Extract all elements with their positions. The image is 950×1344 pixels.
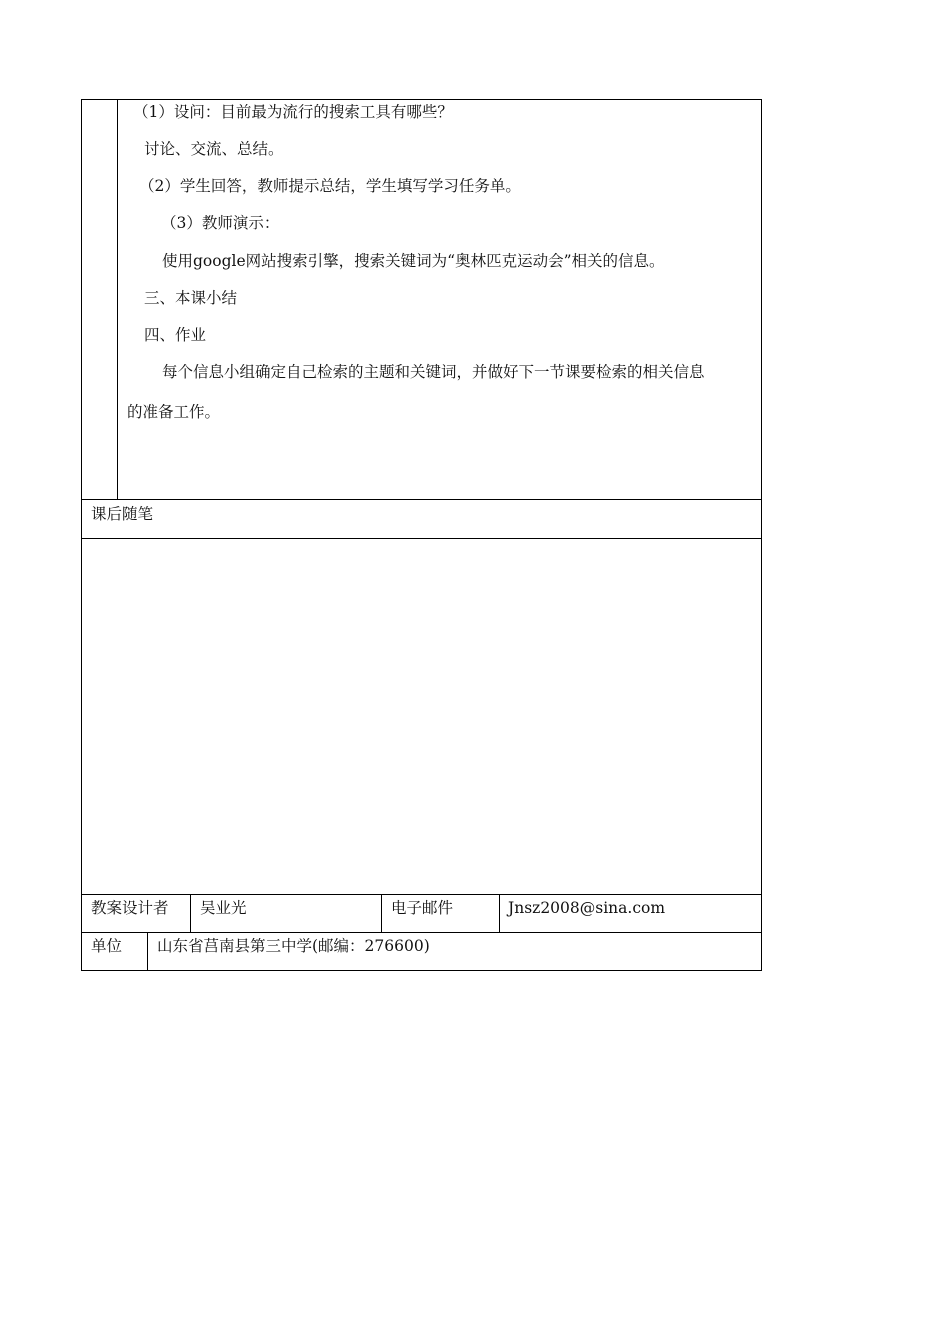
homework-line-2: 的准备工作。 [127,403,221,421]
notes-label: 课后随笔 [91,505,154,523]
teacher-demo-heading: （3）教师演示： [161,214,280,232]
section-summary-heading: 三、本课小结 [144,289,238,307]
student-answer-line: （2）学生回答，教师提示总结，学生填写学习任务单。 [139,177,521,195]
row-divider-notes [81,499,762,500]
table-border-bottom [81,970,762,971]
designer-label: 教案设计者 [91,899,169,917]
teacher-demo-line: 使用google网站搜索引擎，搜索关键词为“奥林匹克运动会”相关的信息。 [162,252,665,270]
email-label: 电子邮件 [391,899,454,917]
row-divider-designer [81,894,762,895]
designer-divider-3 [499,894,500,933]
row-divider-unit [81,932,762,933]
homework-line-1: 每个信息小组确定自己检索的主题和关键词，并做好下一节课要检索的相关信息 [162,363,705,381]
question-prompt: （1）设问：目前最为流行的搜索工具有哪些？ [133,103,453,121]
email-value: Jnsz2008@sina.com [508,899,666,917]
section-homework-heading: 四、作业 [144,326,207,344]
lesson-plan-table [81,99,762,971]
notes-body [82,539,761,894]
table-border-right [761,99,762,971]
lesson-side-column-divider [117,99,118,500]
table-border-top [81,99,762,100]
discussion-line: 讨论、交流、总结。 [144,140,284,158]
designer-name: 吴业光 [200,899,247,917]
designer-divider-1 [190,894,191,933]
designer-divider-2 [381,894,382,933]
unit-divider [147,932,148,971]
unit-label: 单位 [91,937,123,955]
unit-value: 山东省莒南县第三中学(邮编：276600) [157,937,430,955]
